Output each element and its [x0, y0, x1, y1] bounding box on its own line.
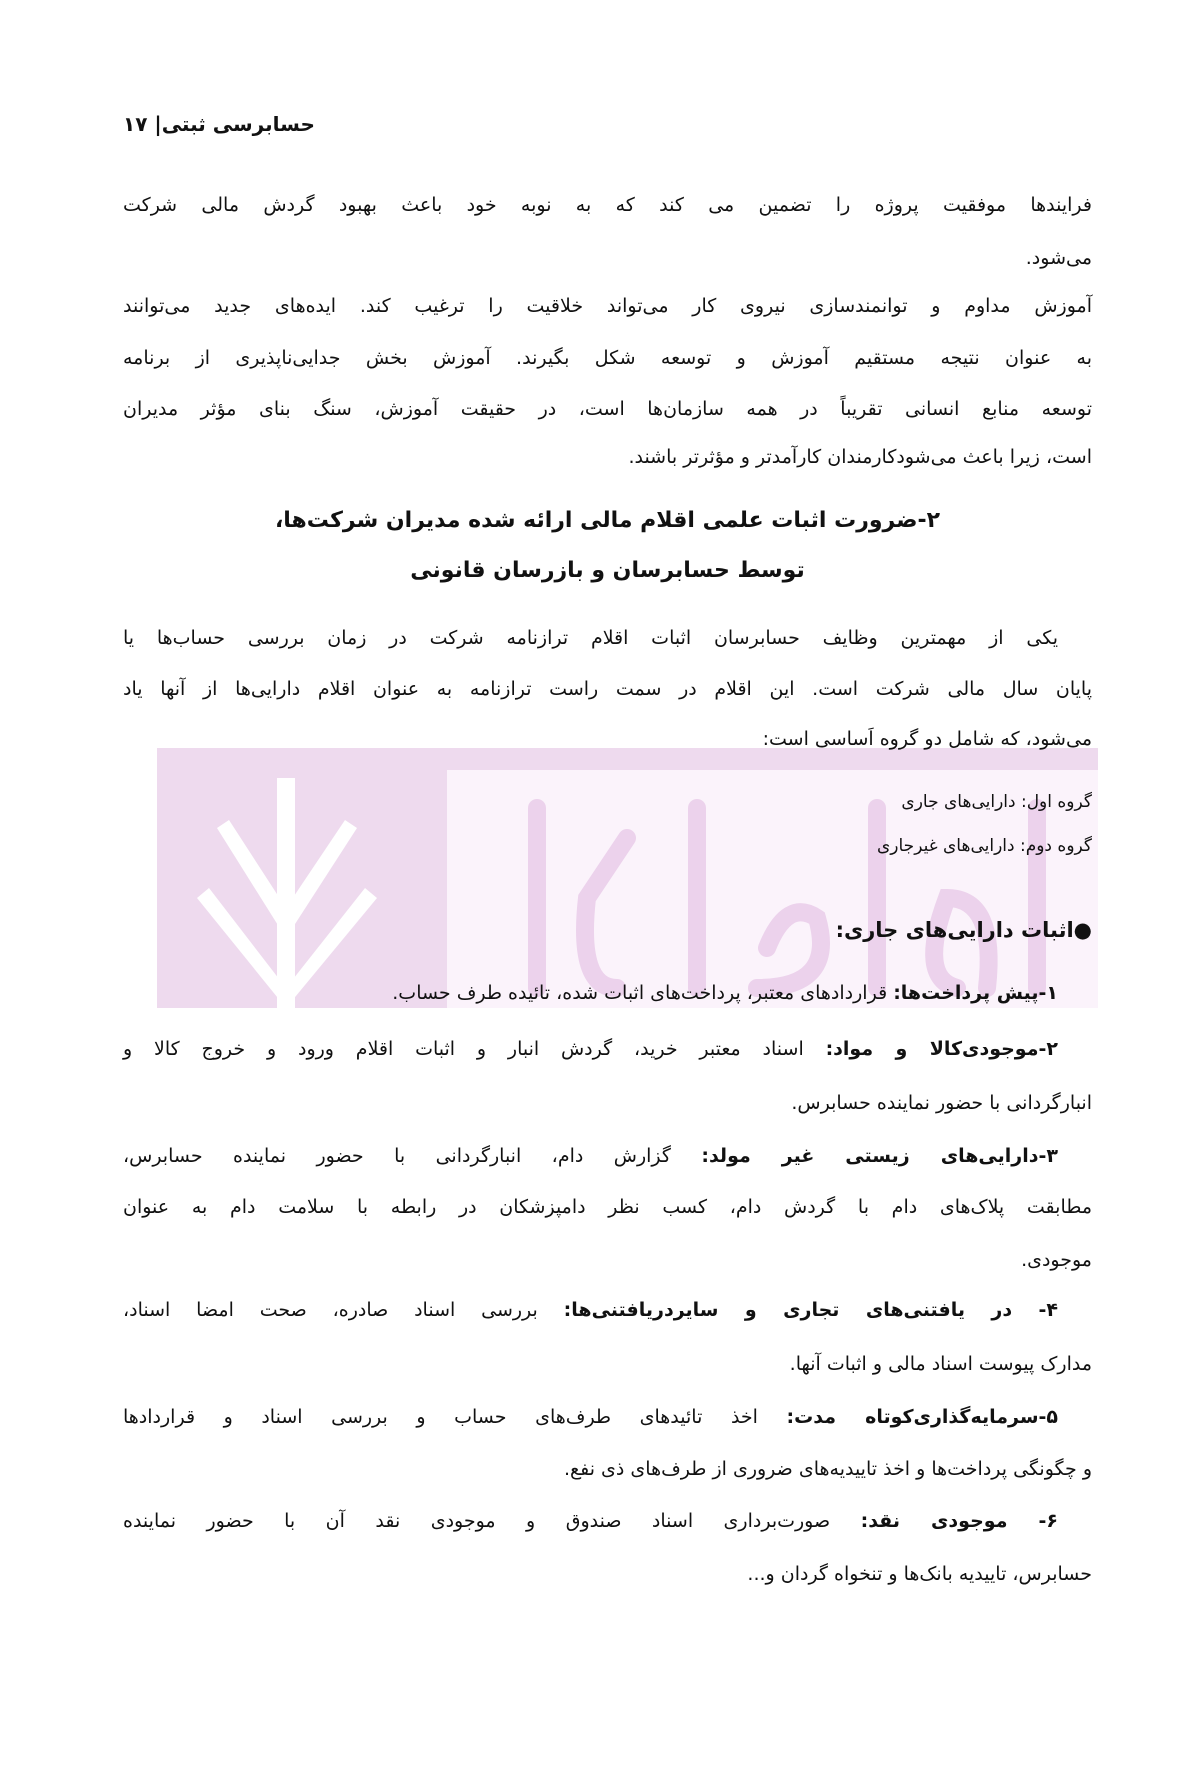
paragraph-line: پایان سال مالی شرکت است. این اقلام در سمت راست ترازنامه به عنوان اقلام دارایی‌ها از آنها یاد [123, 678, 1092, 700]
group-item: گروه دوم: دارایی‌های غیرجاری [876, 836, 1092, 856]
list-item: ۲-موجودی‌کالا و مواد: اسناد معتبر خرید، گردش انبار و اثبات اقلام ورود و خروج کالا و [123, 1038, 1058, 1060]
section-heading: ۲-ضرورت اثبات علمی اقلام مالی ارائه شده مدیران شرکت‌ها، [274, 508, 941, 533]
group-item: گروه اول: دارایی‌های جاری [901, 792, 1092, 812]
paragraph-line: یکی از مهمترین وظایف حسابرسان اثبات اقلام ترازنامه شرکت در زمان بررسی حساب‌ها یا [123, 627, 1058, 649]
item-label: ۱-پیش پرداخت‌ها: [893, 982, 1058, 1004]
list-item: ۳-دارایی‌های زیستی غیر مولد: گزارش دام، انبارگردانی با حضور نماینده حسابرس، [123, 1145, 1058, 1167]
paragraph-line: فرایندها موفقیت پروژه را تضمین می کند که به نوبه خود باعث بهبود گردش مالی شرکت [123, 194, 1092, 216]
section-heading: توسط حسابرسان و بازرسان قانونی [410, 558, 805, 583]
item-label: ۳-دارایی‌های زیستی غیر مولد: [701, 1145, 1058, 1167]
list-item: ۱-پیش پرداخت‌ها: قراردادهای معتبر، پرداخت‌های اثبات شده، تائیده طرف حساب. [392, 982, 1058, 1004]
list-item-line: مدارک پیوست اسناد مالی و اثبات آنها. [789, 1353, 1092, 1375]
list-item: ۶- موجودی نقد: صورت‌برداری اسناد صندوق و موجودی نقد آن با حضور نماینده [123, 1510, 1058, 1532]
list-item: ۵-سرمایه‌گذاری‌کوتاه مدت: اخذ تائیدهای طرف‌های حساب و بررسی اسناد و قراردادها [123, 1406, 1058, 1428]
watermark-logo [157, 748, 1098, 1008]
item-label: ۴- در یافتنی‌های تجاری و سایردریافتنی‌ها: [563, 1299, 1059, 1321]
paragraph-line: آموزش مداوم و توانمندسازی نیروی کار می‌تواند خلاقیت را ترغیب کند. ایده‌های جدید می‌توانند [123, 295, 1092, 317]
paragraph-line: می‌شود. [1025, 247, 1092, 269]
bullet-heading: ●اثبات دارایی‌های جاری: [835, 918, 1092, 942]
list-item-line: و چگونگی پرداخت‌ها و اخذ تاییدیه‌های ضروری از طرف‌های ذی نفع. [563, 1458, 1092, 1480]
paragraph-line: به عنوان نتیجه مستقیم آموزش و توسعه شکل بگیرند. آموزش بخش جدایی‌ناپذیری از برنامه [123, 347, 1092, 369]
running-header: حسابرسی ثبتی| ۱۷ [123, 112, 315, 136]
list-item-line: موجودی. [1021, 1249, 1092, 1271]
list-item: ۴- در یافتنی‌های تجاری و سایردریافتنی‌ها: بررسی اسناد صادره، صحت امضا اسناد، [123, 1299, 1059, 1321]
item-label: ۵-سرمایه‌گذاری‌کوتاه مدت: [786, 1406, 1058, 1428]
list-item-line: انبارگردانی با حضور نماینده حسابرس. [791, 1092, 1092, 1114]
paragraph-line: توسعه منابع انسانی تقریباً در همه سازمان‌ها است، در حقیقت آموزش، سنگ بنای مؤثر مدیران [123, 398, 1092, 420]
list-item-line: حسابرس، تاییدیه بانک‌ها و تنخواه گردان و... [747, 1563, 1092, 1585]
list-item-line: مطابقت پلاک‌های دام با گردش دام، کسب نظر دامپزشکان در رابطه با سلامت دام به عنوان [123, 1196, 1092, 1218]
paragraph-line: است، زیرا باعث می‌شودکارمندان کارآمدتر و مؤثرتر باشند. [628, 446, 1092, 468]
item-label: ۶- موجودی نقد: [860, 1510, 1058, 1532]
paragraph-line: می‌شود، که شامل دو گروه اَساسی است: [762, 728, 1092, 750]
item-label: ۲-موجودی‌کالا و مواد: [825, 1038, 1058, 1060]
